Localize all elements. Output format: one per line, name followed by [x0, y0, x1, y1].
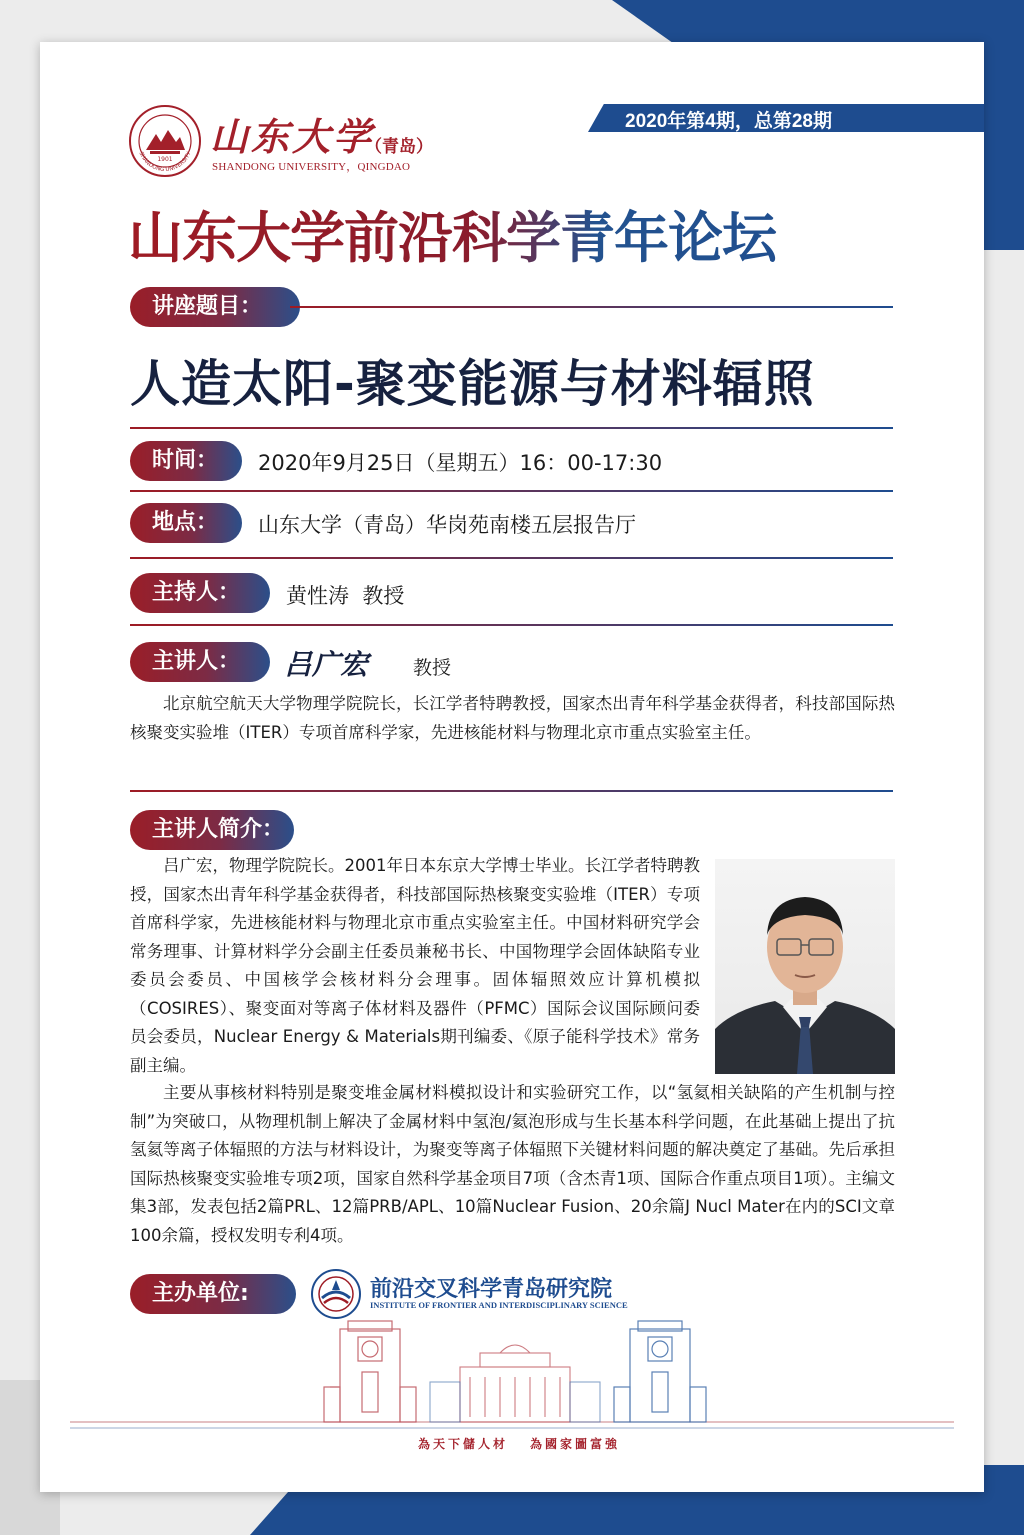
host-divider [130, 624, 893, 626]
location-label: 地点： [130, 503, 242, 543]
time-label: 时间： [130, 441, 242, 481]
organizer-name-english: INSTITUTE OF FRONTIER AND INTERDISCIPLINARY SCIENCE [370, 1300, 628, 1310]
location-value: 山东大学（青岛）华岗苑南楼五层报告厅 [258, 513, 636, 537]
lecture-title: 人造太阳-聚变能源与材料辐照 [130, 355, 815, 413]
motto-right: 為國家圖富強 [530, 1437, 621, 1451]
time-divider [130, 490, 893, 492]
speaker-title: 教授 [413, 657, 452, 679]
organizer-label: 主办单位: [130, 1274, 296, 1314]
university-logo-script: 山东大学 [210, 114, 375, 159]
bio-paragraph-1: 吕广宏，物理学院院长。2001年日本东京大学博士毕业。长江学者特聘教授，国家杰出青年科学基金获得者，科技部国际热核聚变实验堆（ITER）专项首席科学家，先进核能材料与物理北京市重点实验室主任。中国材料研究学会常务理事、计算材料学分会副主任委员兼秘书长、中国物理学会固体缺陷专业委员会委员、中国核学会核材料分会理事。固体辐照效应计算机模拟（COSIRES）、聚变面对等离子体材料及器件（PFMC）国际会议国际顾问委员会委员，Nuclear Energy & Materials期刊编委、《原子能科学技术》常务副主编。 [130, 856, 700, 1075]
bio-paragraph-2: 主要从事核材料特别是聚变堆金属材料模拟设计和实验研究工作，以“氢氦相关缺陷的产生机制与控制”为突破口，从物理机制上解决了金属材料中氢泡/氦泡形成与生长基本科学问题，在此基础上提出了抗氢氦等离子体辐照的方法与材料设计，为聚变等离子体辐照下关键材料问题的解决奠定了基础。先后承担国际热核聚变实验堆专项2项，国家自然科学基金项目7项（含杰青1项、国际合作重点项目1项）。主编文集3部，发表包括2篇PRL、12篇PRB/APL、10篇Nuclear Fusion、20余篇J Nucl Mater在内的SCI文章100余篇，授权发明专利4项。 [130, 1083, 895, 1245]
campus-buildings-illustration [40, 1317, 984, 1437]
university-logo-english: SHANDONG UNIVERSITY，QINGDAO [212, 161, 411, 173]
organizer-name: 前沿交叉科学青岛研究院 [370, 1276, 613, 1302]
poster-card [40, 42, 984, 1492]
bio-label: 主讲人简介： [130, 810, 294, 850]
topic-rule [290, 306, 893, 308]
host-value: 黄性涛 教授 [286, 584, 405, 608]
speaker-label: 主讲人： [130, 642, 270, 682]
seal-year: 1901 [157, 156, 173, 163]
speaker-portrait-icon [715, 859, 895, 1074]
university-logo-suffix: （青岛） [365, 137, 433, 157]
forum-title: 山东大学前沿科学青年论坛 [128, 194, 908, 273]
speaker-summary: 北京航空航天大学物理学院院长，长江学者特聘教授，国家杰出青年科学基金获得者，科技部国际热核聚变实验堆（ITER）专项首席科学家，先进核能材料与物理北京市重点实验室主任。 [130, 694, 895, 742]
topic-label: 讲座题目： [130, 287, 300, 327]
speaker-photo [715, 859, 895, 1074]
issue-number: 2020年第4期，总第28期 [625, 111, 832, 132]
seal-text: SHANDONG UNIVERSITY [137, 151, 193, 174]
location-divider [130, 557, 893, 559]
host-label: 主持人： [130, 573, 270, 613]
university-seal-icon [128, 104, 202, 178]
speaker-divider [130, 790, 893, 792]
motto-left: 為天下儲人材 [418, 1437, 509, 1451]
time-value: 2020年9月25日（星期五）16：00-17:30 [258, 451, 663, 475]
speaker-name: 吕广宏 [284, 648, 369, 681]
topic-divider [130, 427, 893, 429]
institute-logo-icon [310, 1268, 362, 1320]
